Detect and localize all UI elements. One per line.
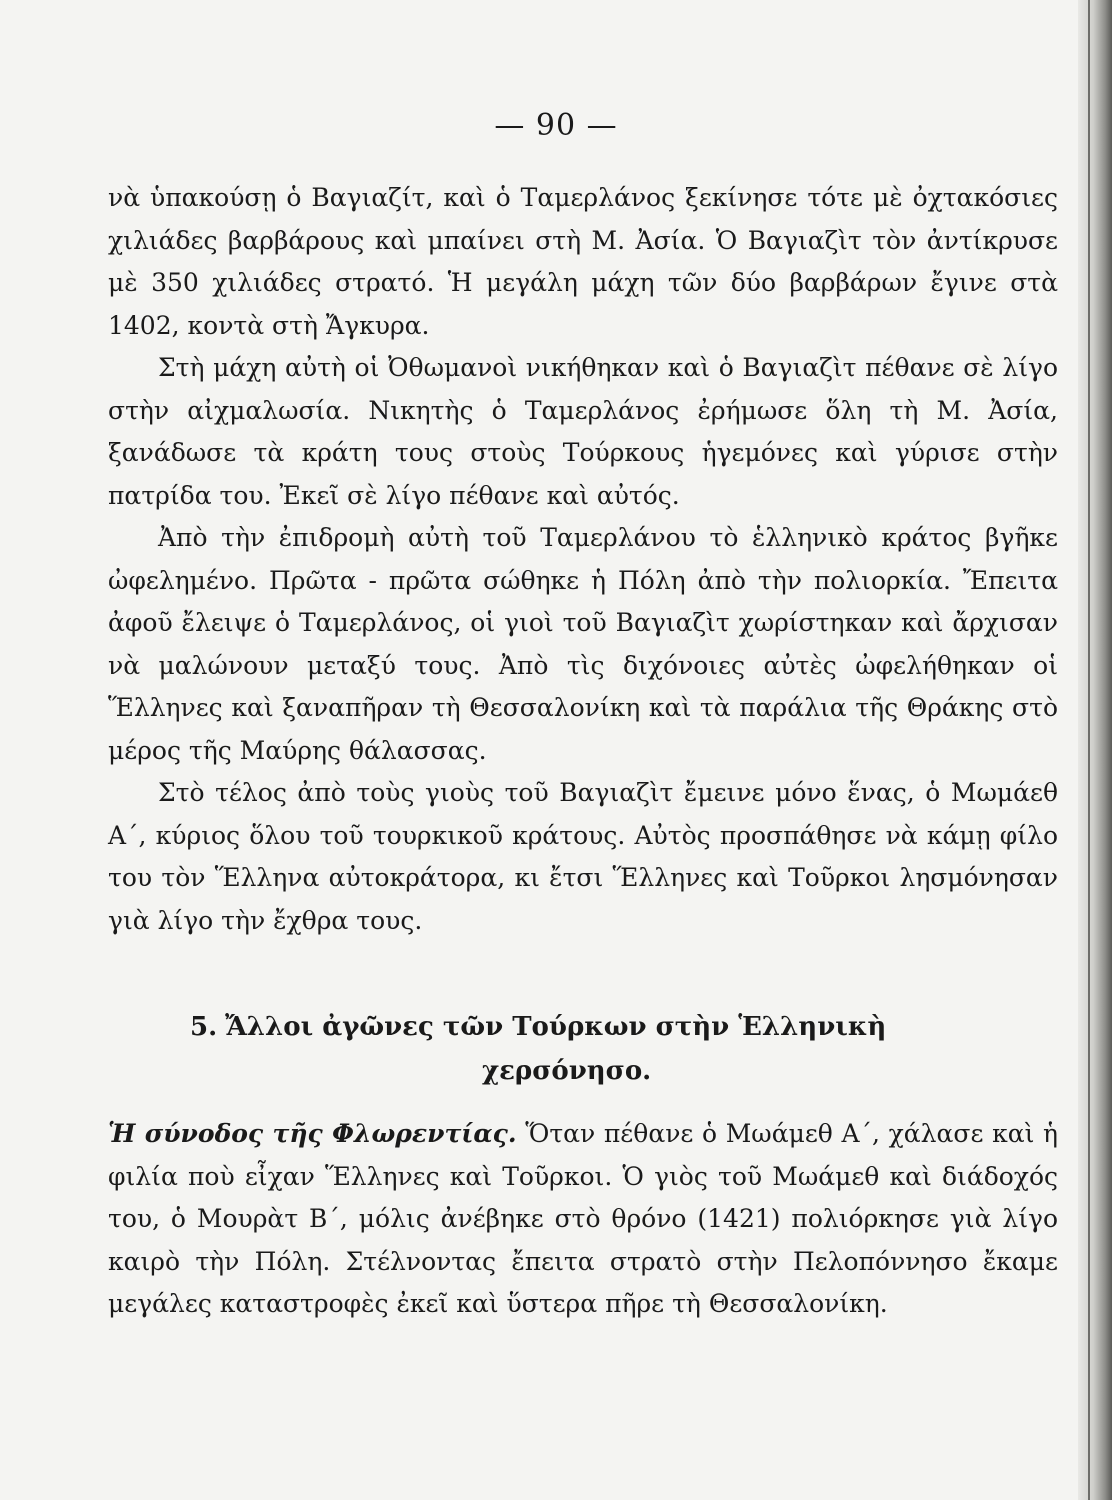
section-title-line-1: Ἄλλοι ἀγῶνες τῶν Τούρκων στὴν Ἑλληνικὴ [225, 1012, 887, 1042]
page-number: — 90 — [494, 108, 618, 143]
section-heading [190, 1005, 990, 1093]
paragraph-4: Στὸ τέλος ἀπὸ τοὺς γιοὺς τοῦ Βαγιαζὶτ ἔμεινε μόνο ἕνας, ὁ Μωμάεθ Α΄, κύριος ὅλου τοῦ τουρκικοῦ κράτους. Αὐτὸς προσπάθησε νὰ κάμῃ φίλο του τὸν Ἕλληνα αὐτοκράτορα, κι ἔτσι Ἕλληνες καὶ Τοῦρκοι λησμόνησαν γιὰ λίγο τὴν ἔχθρα τους. [108, 778, 1058, 935]
paragraph-1: νὰ ὑπακούσῃ ὁ Βαγιαζίτ, καὶ ὁ Ταμερλάνος ξεκίνησε τότε μὲ ὀχτακόσιες χιλιάδες βαρβάρους καὶ μπαίνει στὴ Μ. Ἀσία. Ὁ Βαγιαζὶτ τὸν ἀντίκρυσε μὲ 350 χιλιάδες στρατό. Ἡ μεγάλη μάχη τῶν δύο βαρβάρων ἔγινε στὰ 1402, κοντὰ στὴ Ἄγκυρα. [108, 183, 1058, 340]
page-edge-line [1088, 0, 1090, 1500]
body-text-upper [108, 177, 1058, 942]
body-text-lower [108, 1113, 1058, 1326]
section-number: 5. [190, 1012, 218, 1042]
paragraph-5-text: Ὅταν πέθανε ὁ Μωάμεθ Α΄, χάλασε καὶ ἡ φιλία ποὺ εἶχαν Ἕλληνες καὶ Τοῦρκοι. Ὁ γιὸς τοῦ Μωάμεθ καὶ διάδοχός του, ὁ Μουρὰτ Β΄, μόλις ἀνέβηκε στὸ θρόνο (1421) πολιόρκησε γιὰ λίγο καιρὸ τὴν Πόλη. Στέλνοντας ἔπειτα στρατὸ στὴν Πελοπόννησο ἔκαμε μεγάλες καταστροφὲς ἐκεῖ καὶ ὕστερα πῆρε τὴ Θεσσαλονίκη. [108, 1119, 1059, 1318]
paragraph-3: Ἀπὸ τὴν ἐπιδρομὴ αὐτὴ τοῦ Ταμερλάνου τὸ ἑλληνικὸ κράτος βγῆκε ὠφελημένο. Πρῶτα - πρῶτα σώθηκε ἡ Πόλη ἀπὸ τὴν πολιορκία. Ἔπειτα ἀφοῦ ἔλειψε ὁ Ταμερλάνος, οἱ γιοὶ τοῦ Βαγιαζὶτ χωρίστηκαν καὶ ἄρχισαν νὰ μαλώνουν μεταξύ τους. Ἀπὸ τὶς διχόνοιες αὐτὲς ὠφελήθηκαν οἱ Ἕλληνες καὶ ξαναπῆραν τὴ Θεσσαλονίκη καὶ τὰ παράλια τῆς Θράκης στὸ μέρος τῆς Μαύρης θάλασσας. [108, 523, 1058, 765]
run-in-heading: Ἡ σύνοδος τῆς Φλωρεντίας. [108, 1119, 517, 1148]
page-edge-shadow [1078, 0, 1112, 1500]
paragraph-2: Στὴ μάχη αὐτὴ οἱ Ὀθωμανοὶ νικήθηκαν καὶ ὁ Βαγιαζὶτ πέθανε σὲ λίγο στὴν αἰχμαλωσία. Νικητὴς ὁ Ταμερλάνος ἐρήμωσε ὅλη τὴ Μ. Ἀσία, ξανάδωσε τὰ κράτη τους στοὺς Τούρκους ἡγεμόνες καὶ γύρισε στὴν πατρίδα του. Ἐκεῖ σὲ λίγο πέθανε καὶ αὐτός. [108, 353, 1058, 510]
paragraph-5 [108, 1113, 1058, 1326]
section-title-line-2: χερσόνησο. [482, 1056, 652, 1086]
